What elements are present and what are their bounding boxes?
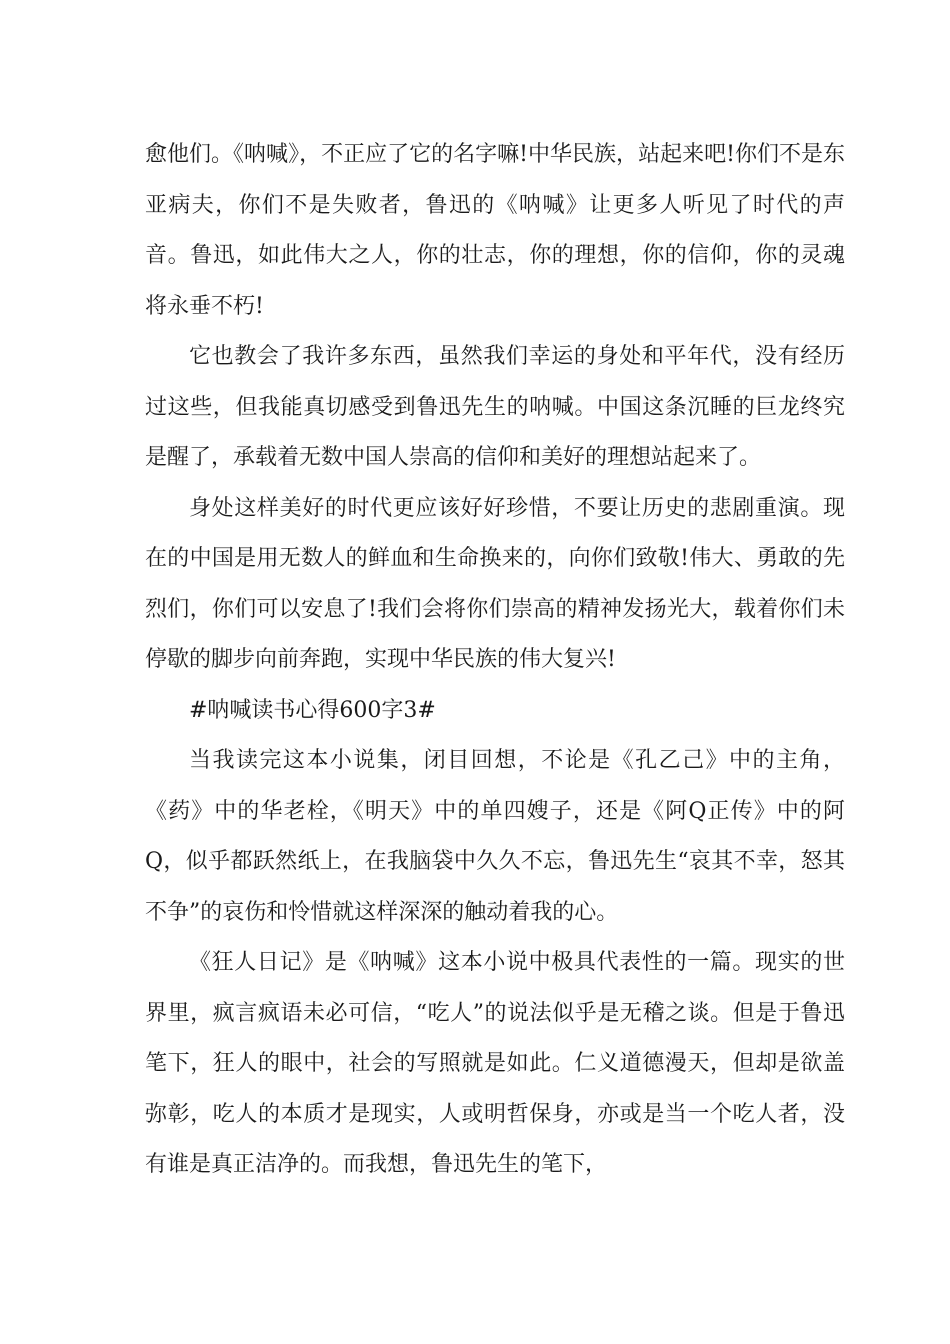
section-heading: #呐喊读书心得600字3# xyxy=(189,697,436,723)
paragraph-5: 《狂人日记》是《呐喊》这本小说中极具代表性的一篇。现实的世界里，疯言疯语未必可信，“吃人”的说法似乎是无稽之谈。但是于鲁迅笔下，狂人的眼中，社会的写照就是如此。仁义道德漫天，但却是欲盖弥彰，吃人的本质才是现实，人或明哲保身，亦或是当一个吃人者，没有谁是真正洁净的。而我想，鲁迅先生的笔下， xyxy=(145,950,845,1177)
paragraph-3: 身处这样美好的时代更应该好好珍惜，不要让历史的悲剧重演。现在的中国是用无数人的鲜血和生命换来的，向你们致敬!伟大、勇敢的先烈们，你们可以安息了!我们会将你们崇高的精神发扬光大，载着你们未停歇的脚步向前奔跑，实现中华民族的伟大复兴! xyxy=(145,495,845,672)
paragraph-2: 它也教会了我许多东西，虽然我们幸运的身处和平年代，没有经历过这些，但我能真切感受到鲁迅先生的呐喊。中国这条沉睡的巨龙终究是醒了，承载着无数中国人崇高的信仰和美好的理想站起来了。 xyxy=(145,344,845,470)
paragraph-4: 当我读完这本小说集，闭目回想，不论是《孔乙己》中的主角，《药》中的华老栓，《明天》中的单四嫂子，还是《阿Q正传》中的阿Q，似乎都跃然纸上，在我脑袋中久久不忘，鲁迅先生“哀其不幸，怒其不争”的哀伤和怜惜就这样深深的触动着我的心。 xyxy=(145,748,845,925)
document-body xyxy=(145,130,845,1191)
paragraph-1: 愈他们。《呐喊》，不正应了它的名字嘛!中华民族，站起来吧!你们不是东亚病夫，你们不是失败者，鲁迅的《呐喊》让更多人听见了时代的声音。鲁迅，如此伟大之人，你的壮志，你的理想，你的信仰，你的灵魂将永垂不朽! xyxy=(145,142,845,319)
